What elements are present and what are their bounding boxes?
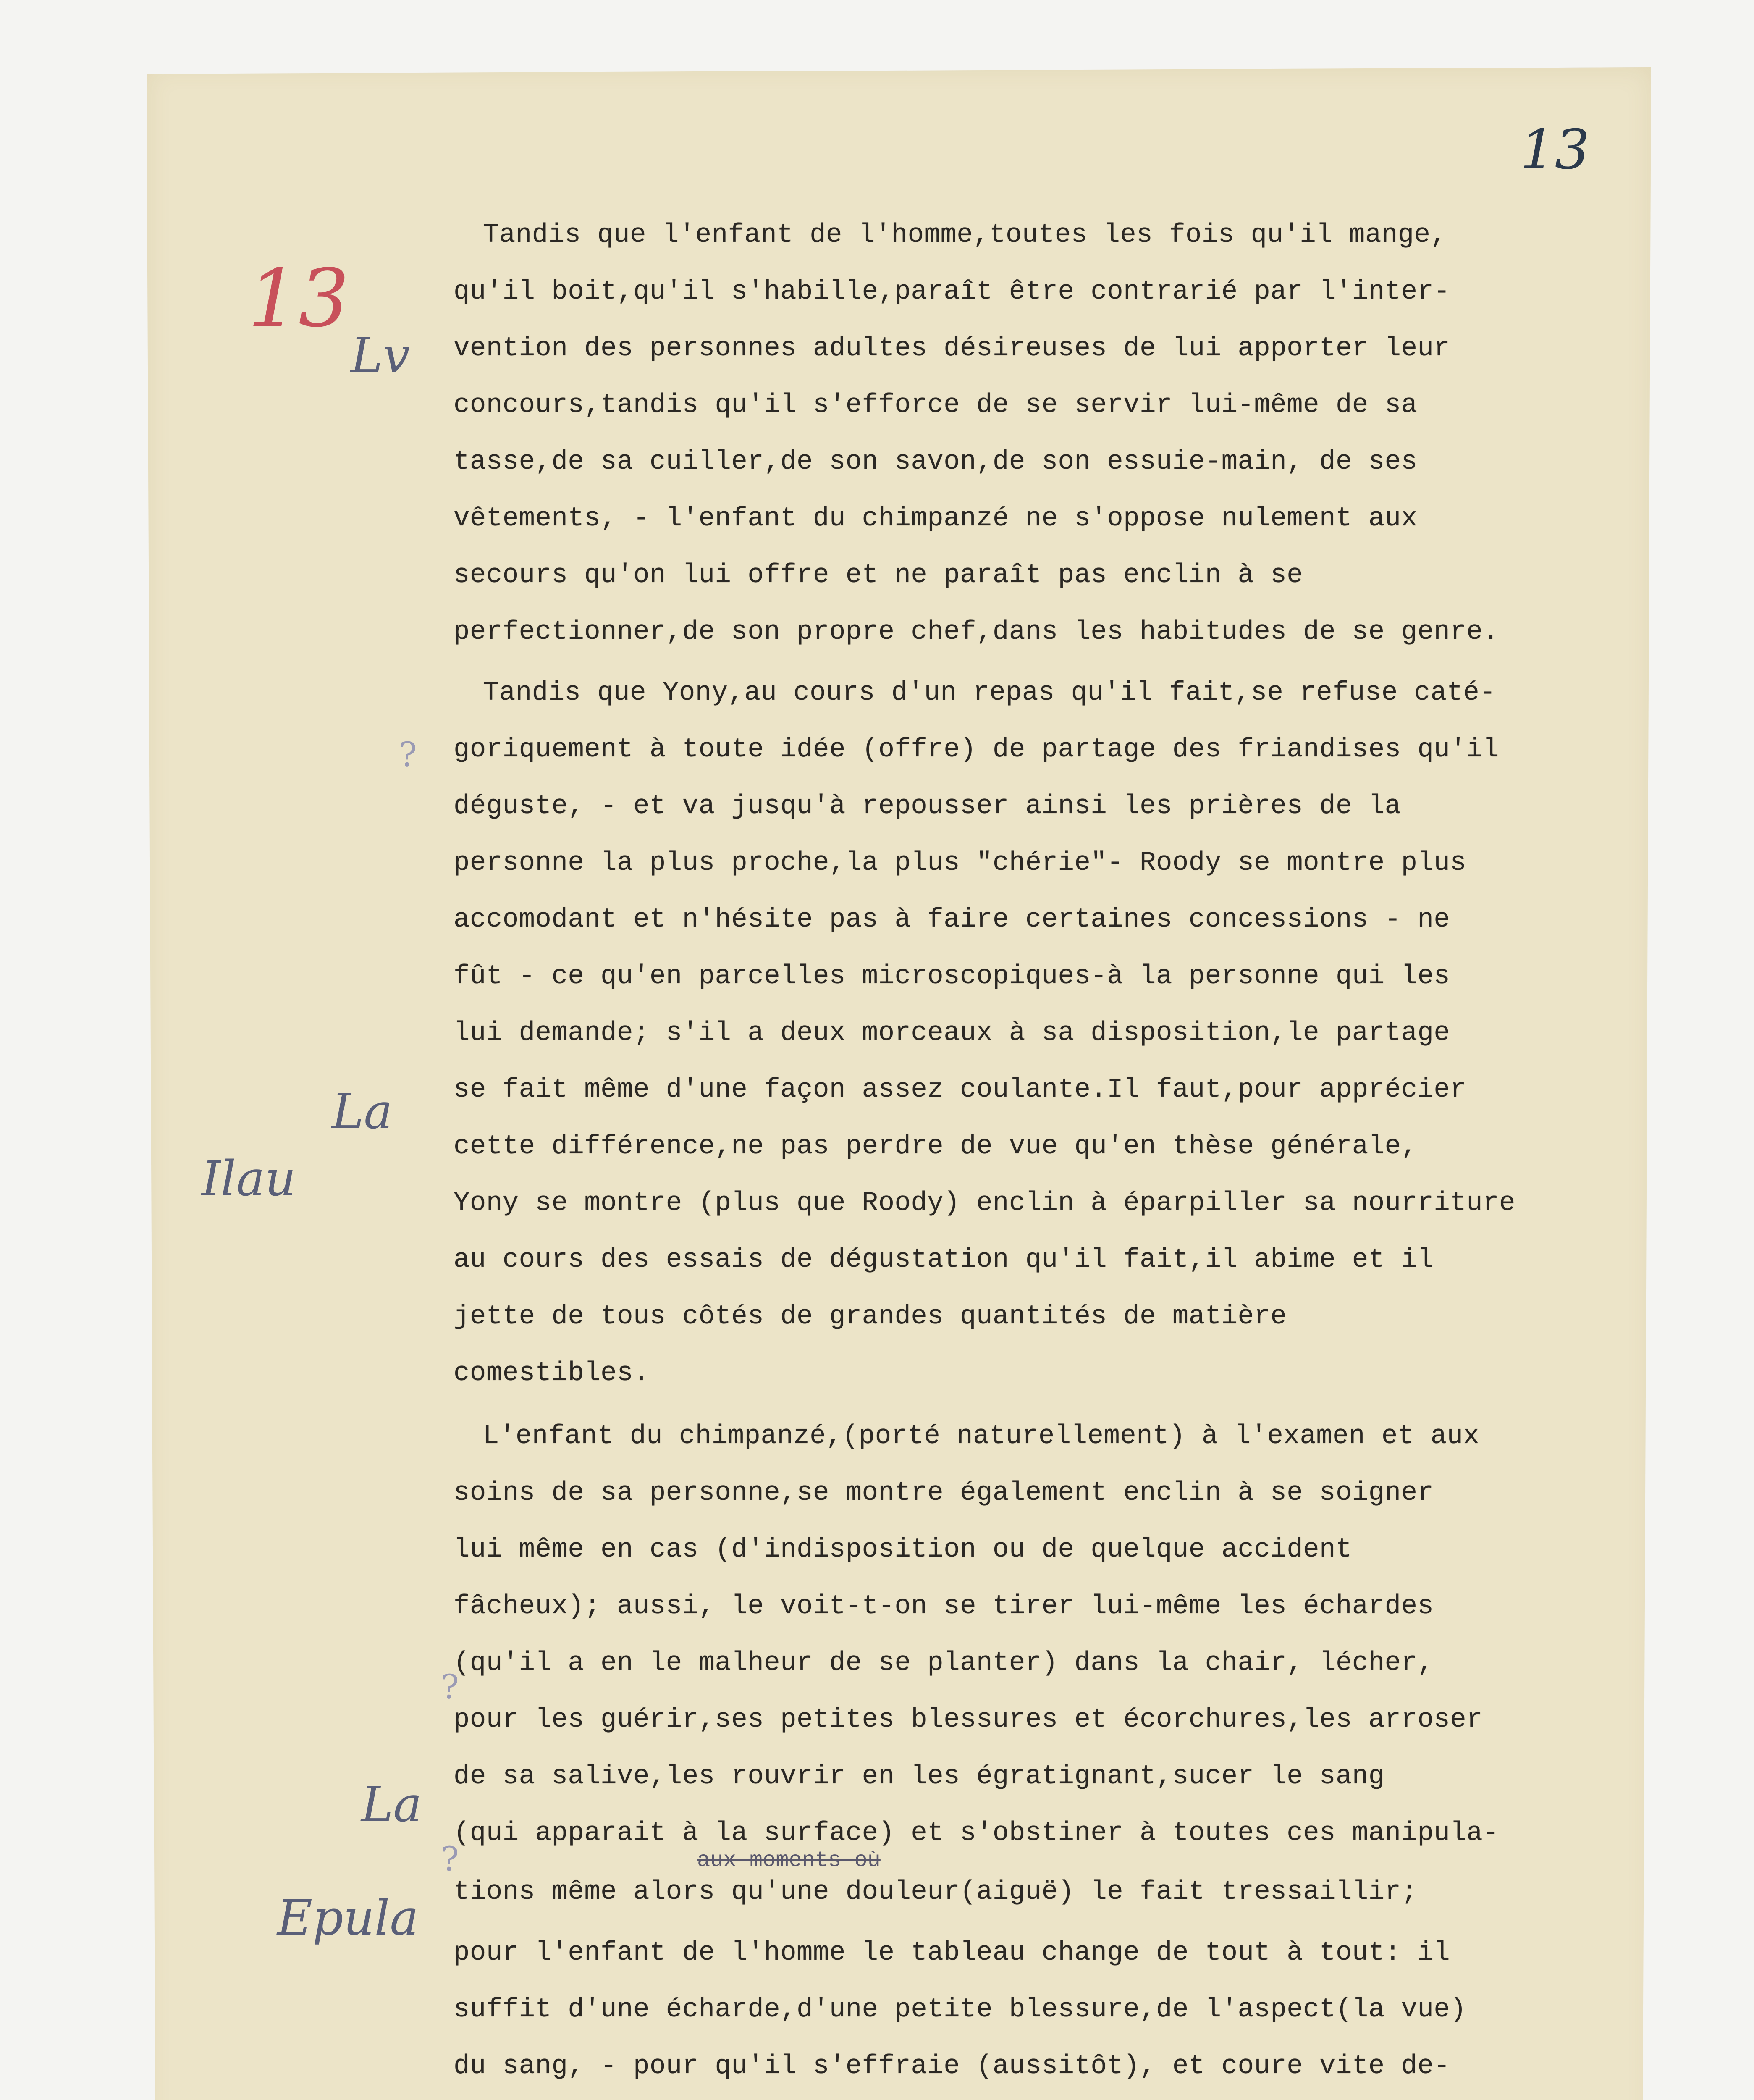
text-line: goriquement à toute idée (offre) de partage des friandises qu'il	[454, 735, 1499, 765]
text-line: Tandis que l'enfant de l'homme,toutes les fois qu'il mange,	[483, 220, 1447, 250]
text-line: au cours des essais de dégustation qu'il fait,il abime et il	[454, 1245, 1434, 1275]
text-line: concours,tandis qu'il s'efforce de se servir lui-même de sa	[454, 390, 1418, 420]
margin-note: Epula	[277, 1890, 419, 1946]
text-line: déguste, - et va jusqu'à repousser ainsi les prières de la	[454, 791, 1401, 822]
text-line: se fait même d'une façon assez coulante.Il faut,pour apprécier	[454, 1075, 1467, 1105]
text-line: jette de tous côtés de grandes quantités de matière	[454, 1302, 1287, 1332]
text-line: fût - ce qu'en parcelles microscopiques-à la personne qui les	[454, 961, 1450, 992]
text-line: comestibles.	[454, 1358, 650, 1389]
page-number: 13	[1520, 118, 1590, 181]
margin-question-mark: ?	[441, 1667, 459, 1706]
text-line: tions même alors qu'une douleur(aiguë) le fait tressaillir;	[454, 1877, 1418, 1907]
folio-number-red: 13	[248, 252, 349, 345]
margin-question-mark: ?	[441, 1840, 459, 1879]
text-line: vention des personnes adultes désireuses de lui apporter leur	[454, 333, 1450, 364]
text-line: (qui apparait à la surface) et s'obstiner à toutes ces manipula-	[454, 1818, 1499, 1848]
text-line: accomodant et n'hésite pas à faire certaines concessions - ne	[454, 905, 1450, 935]
margin-question-mark: ?	[399, 735, 417, 774]
text-line: perfectionner,de son propre chef,dans les habitudes de se genre.	[454, 617, 1499, 647]
text-line: pour les guérir,ses petites blessures et écorchures,les arroser	[454, 1705, 1483, 1735]
text-line: soins de sa personne,se montre également enclin à se soigner	[454, 1478, 1434, 1508]
text-line: vêtements, - l'enfant du chimpanzé ne s'oppose nulement aux	[454, 504, 1418, 534]
margin-note: Lv	[351, 328, 410, 384]
struck-text: aux moments où	[697, 1848, 881, 1873]
text-line: Tandis que Yony,au cours d'un repas qu'il fait,se refuse caté-	[483, 678, 1496, 708]
text-line: pour l'enfant de l'homme le tableau change de tout à tout: il	[454, 1938, 1450, 1968]
text-line: fâcheux); aussi, le voit-t-on se tirer lui-même les échardes	[454, 1591, 1434, 1622]
text-line: qu'il boit,qu'il s'habille,paraît être contrarié par l'inter-	[454, 277, 1450, 307]
text-line: personne la plus proche,la plus "chérie"- Roody se montre plus	[454, 848, 1467, 878]
text-line: secours qu'on lui offre et ne paraît pas enclin à se	[454, 560, 1303, 591]
text-line: (qu'il a en le malheur de se planter) dans la chair, lécher,	[454, 1648, 1434, 1678]
text-line: lui demande; s'il a deux morceaux à sa disposition,le partage	[454, 1018, 1450, 1048]
text-line: de sa salive,les rouvrir en les égratignant,sucer le sang	[454, 1761, 1385, 1792]
margin-note: La	[332, 1084, 393, 1140]
text-line: lui même en cas (d'indisposition ou de quelque accident	[454, 1535, 1352, 1565]
margin-note: Ilau	[202, 1151, 296, 1207]
text-line: du sang, - pour qu'il s'effraie (aussitôt), et coure vite de-	[454, 2051, 1450, 2082]
margin-note: La	[361, 1777, 422, 1833]
text-line: Yony se montre (plus que Roody) enclin à éparpiller sa nourriture	[454, 1188, 1515, 1218]
text-line: suffit d'une écharde,d'une petite blessure,de l'aspect(la vue)	[454, 1995, 1467, 2025]
text-line: cette différence,ne pas perdre de vue qu'en thèse générale,	[454, 1131, 1418, 1162]
text-line: tasse,de sa cuiller,de son savon,de son essuie-main, de ses	[454, 447, 1418, 477]
text-line: L'enfant du chimpanzé,(porté naturellement) à l'examen et aux	[483, 1421, 1480, 1452]
